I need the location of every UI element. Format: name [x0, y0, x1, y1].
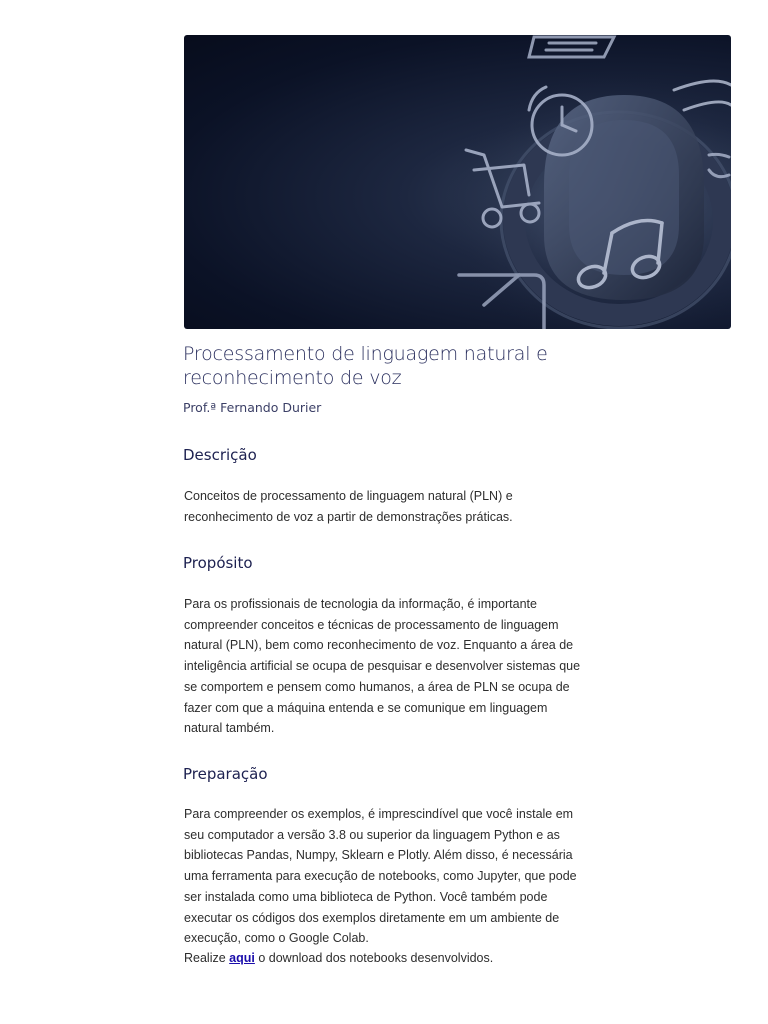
download-prefix: Realize: [184, 951, 230, 965]
hero-illustration: [184, 35, 731, 329]
hero-image: [184, 35, 731, 329]
section-heading-descricao: Descrição: [183, 446, 257, 464]
download-line: [184, 948, 584, 969]
download-link[interactable]: aqui: [229, 951, 255, 965]
section-text-proposito: Para os profissionais de tecnologia da informação, é importante compreender conceitos e técnicas de processamento de linguagem natural (PLN), bem como reconhecimento de voz. Enquanto a área de inteligência artificial se ocupa de pesquisar e desenvolver sistemas que se comportem e pensem como humanos, a área de PLN se ocupa de fazer com que a máquina entenda e se comunique em linguagem natural também.: [184, 597, 581, 736]
page-title: Processamento de linguagem natural e reconhecimento de voz: [183, 343, 548, 389]
document-icon: [529, 37, 614, 57]
author-name: Prof.ª Fernando Durier: [183, 400, 322, 415]
section-text-descricao: Conceitos de processamento de linguagem natural (PLN) e reconhecimento de voz a partir de demonstrações práticas.: [184, 489, 513, 524]
section-text-preparacao: Para compreender os exemplos, é imprescindível que você instale em seu computador a versão 3.8 ou superior da linguagem Python e as bibliotecas Pandas, Numpy, Sklearn e Plotly. Além disso, é necessária uma ferramenta para execução de notebooks, como Jupyter, que pode ser instalada como uma biblioteca de Python. Você também pode executar os códigos dos exemplos diretamente em um ambiente de execução, como o Google Colab.: [184, 807, 577, 946]
download-suffix: o download dos notebooks desenvolvidos.: [254, 951, 494, 965]
section-heading-preparacao: Preparação: [183, 765, 268, 783]
section-heading-proposito: Propósito: [183, 554, 253, 572]
